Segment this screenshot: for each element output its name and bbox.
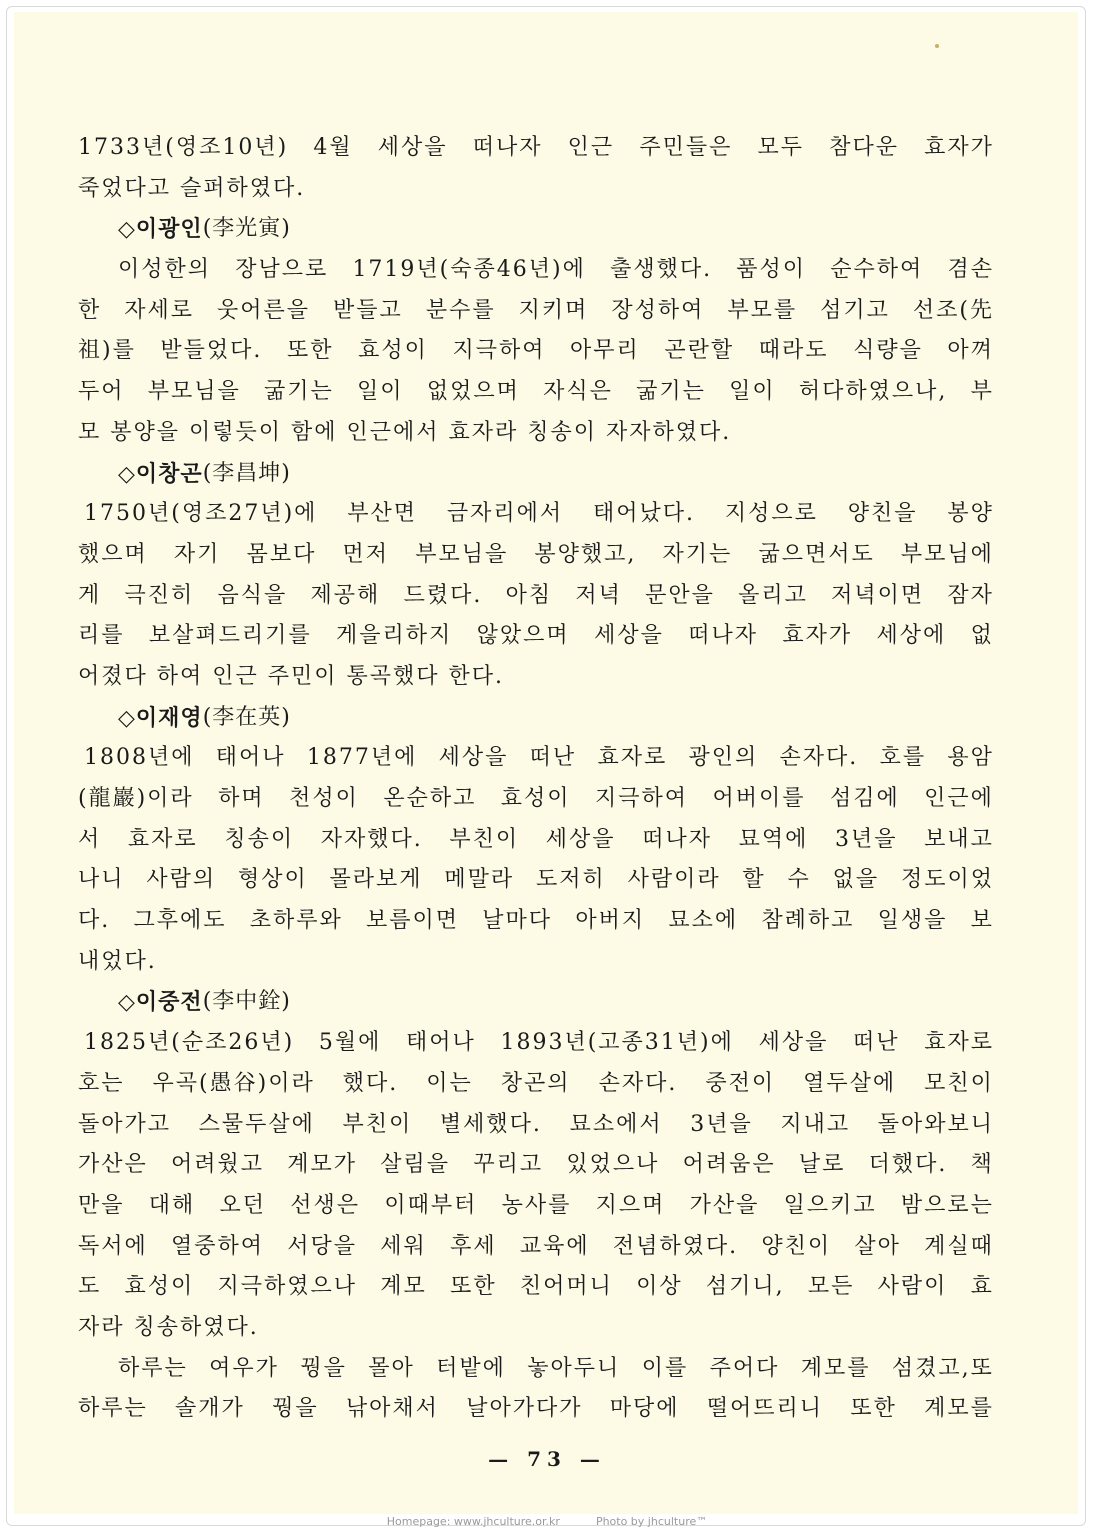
text-line: 가산은 어려웠고 계모가 살림을 꾸리고 있었으나 어려움은 날로 더했다. 책: [78, 1152, 994, 1178]
section-heading: ◇이재영 (李在英): [118, 704, 291, 731]
text-line: 한 자세로 웃어른을 받들고 분수를 지키며 장성하여 부모를 섬기고 선조(先: [78, 297, 994, 323]
text-line: 독서에 열중하여 서당을 세워 후세 교육에 전념하였다. 양친이 살아 계실때: [78, 1233, 994, 1259]
footer-homepage: Homepage: www.jhculture.or.kr: [386, 1515, 560, 1528]
text-line: 자라 칭송하였다.: [78, 1314, 259, 1340]
text-line: 게 극진히 음식을 제공해 드렸다. 아침 저녁 문안을 올리고 저녁이면 잠자: [78, 582, 994, 608]
text-line: 1825년(순조26년) 5월에 태어나 1893년(고종31년)에 세상을 떠난 효자로: [84, 1030, 994, 1056]
text-line: 祖)를 받들었다. 또한 효성이 지극하여 아무리 곤란할 때라도 식량을 아껴: [78, 338, 994, 364]
text-line: 하루는 솔개가 꿩을 낚아채서 날아가다가 마당에 떨어뜨리니 또한 계모를: [78, 1396, 994, 1422]
text-line: 하루는 여우가 꿩을 몰아 터밭에 놓아두니 이를 주어다 계모를 섬겼고,또: [118, 1355, 994, 1381]
text-line: 했으며 자기 몸보다 먼저 부모님을 봉양했고, 자기는 굶으면서도 부모님에: [78, 541, 994, 567]
text-line: 두어 부모님을 굶기는 일이 없었으며 자식은 굶기는 일이 허다하였으나, 부: [78, 379, 994, 405]
text-line: 서 효자로 칭송이 자자했다. 부친이 세상을 떠나자 묘역에 3년을 보내고: [78, 826, 994, 852]
text-line: 돌아가고 스물두살에 부친이 별세했다. 묘소에서 3년을 지내고 돌아와보니: [78, 1111, 994, 1137]
text-line: 도 효성이 지극하였으나 계모 또한 친어머니 이상 섬기니, 모든 사람이 효: [78, 1274, 994, 1300]
text-line: 1750년(영조27년)에 부산면 금자리에서 태어났다. 지성으로 양친을 봉양: [84, 501, 994, 527]
section-heading: ◇이중전 (李中銓): [118, 989, 291, 1016]
text-line: 내었다.: [78, 948, 157, 974]
footer-credits: [0, 1515, 1094, 1528]
text-line: 호는 우곡(愚谷)이라 했다. 이는 창곤의 손자다. 중전이 열두살에 모친이: [78, 1070, 994, 1096]
section-heading: ◇이창곤 (李昌坤): [118, 460, 291, 487]
text-line: (龍巖)이라 하며 천성이 온순하고 효성이 지극하여 어버이를 섬김에 인근에: [78, 786, 994, 811]
text-line: 나니 사람의 형상이 몰라보게 메말라 도저히 사람이라 할 수 없을 정도이었: [78, 867, 994, 893]
section-heading: ◇이광인 (李光寅): [118, 216, 291, 243]
text-line: 죽었다고 슬퍼하였다.: [78, 175, 306, 201]
text-line: 1733년(영조10년) 4월 세상을 떠나자 인근 주민들은 모두 참다운 효자가: [78, 135, 994, 160]
text-line: 1808년에 태어나 1877년에 세상을 떠난 효자로 광인의 손자다. 호를 용암: [84, 745, 994, 771]
text-line: 이성한의 장남으로 1719년(숙종46년)에 출생했다. 품성이 순수하여 겸손: [118, 257, 994, 283]
text-line: 모 봉양을 이렇듯이 함에 인근에서 효자라 칭송이 자자하였다.: [78, 419, 732, 445]
text-line: 만을 대해 오던 선생은 이때부터 농사를 지으며 가산을 일으키고 밤으로는: [78, 1192, 994, 1218]
text-line: 다. 그후에도 초하루와 보름이면 날마다 아버지 묘소에 참례하고 일생을 보: [78, 908, 994, 934]
page-text: [78, 128, 994, 1430]
page-number: — 73 —: [488, 1447, 606, 1471]
text-line: 리를 보살펴드리기를 게을리하지 않았으며 세상을 떠나자 효자가 세상에 없: [78, 623, 994, 649]
text-line: 어졌다 하여 인근 주민이 통곡했다 한다.: [78, 663, 504, 689]
paper-speck: [935, 44, 939, 48]
footer-photo-credit: Photo by jhculture™: [595, 1515, 708, 1528]
